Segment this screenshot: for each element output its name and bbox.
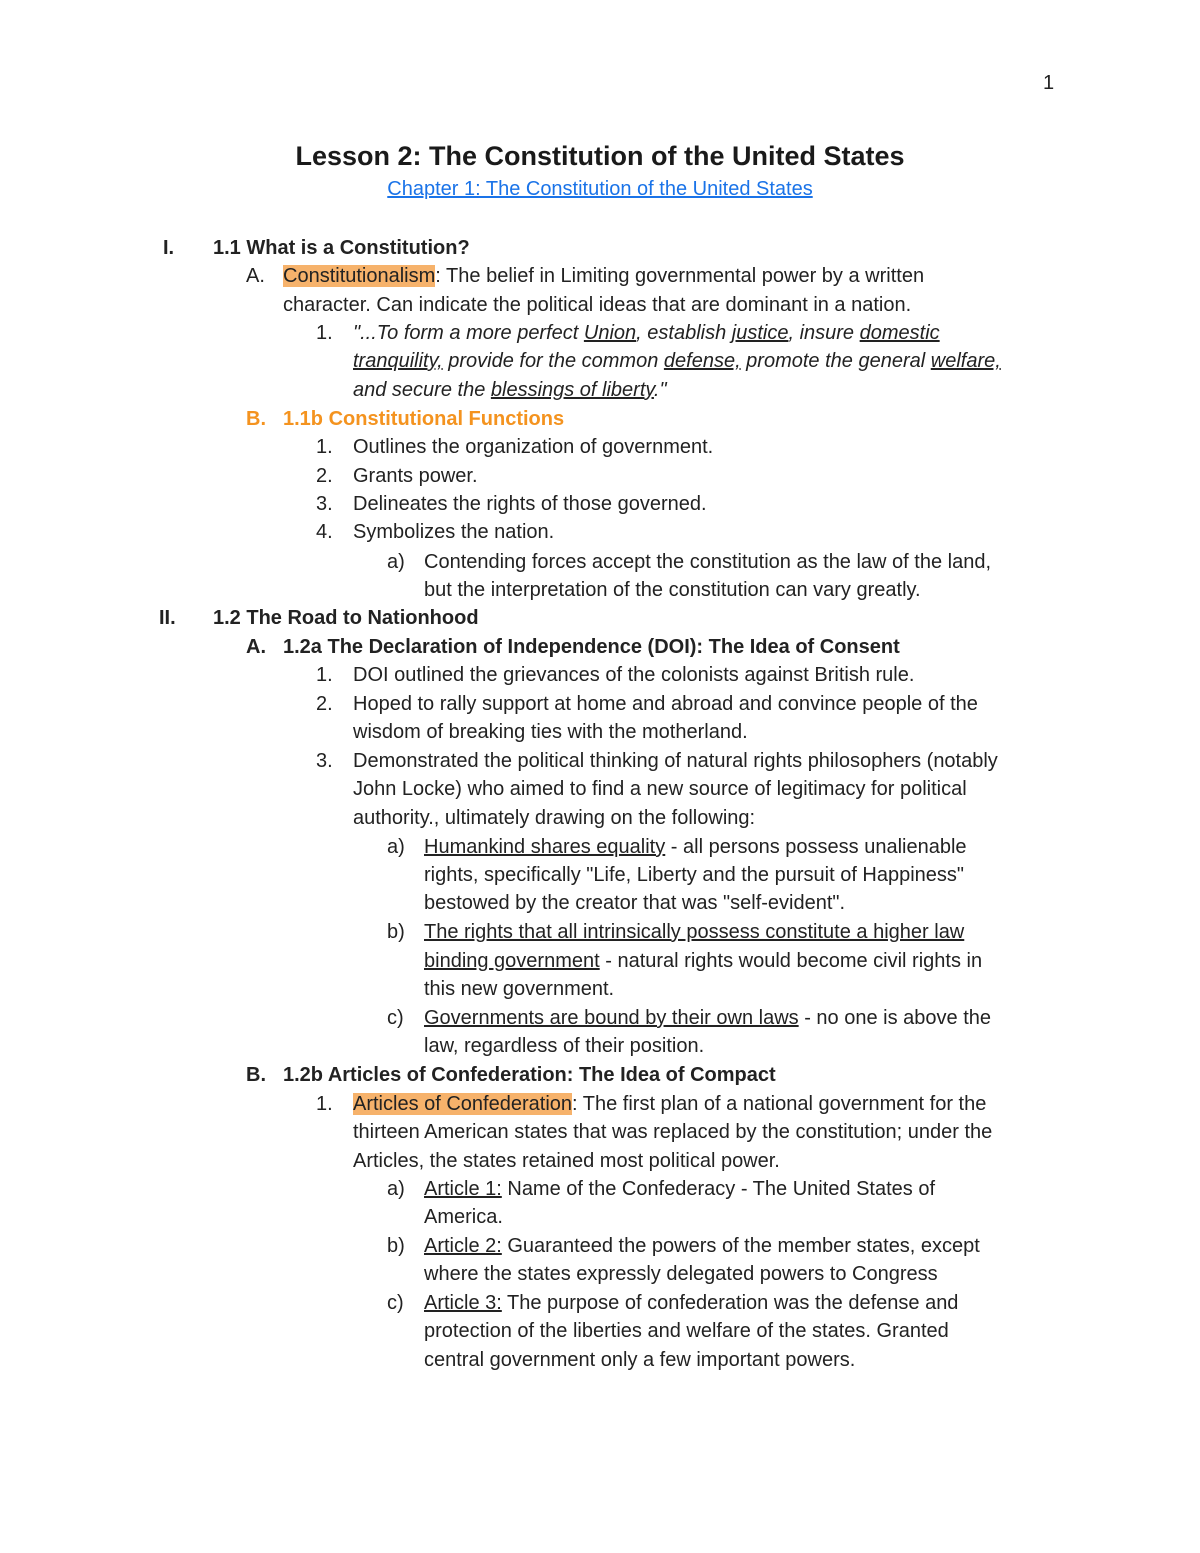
list-marker: c) [387, 1292, 404, 1314]
subsection-heading: 1.2a The Declaration of Independence (DOI): The Idea of Consent [283, 636, 900, 658]
subsection-heading: 1.1b Constitutional Functions [283, 408, 565, 430]
list-marker: 2. [316, 465, 333, 487]
list-marker: 3. [316, 750, 333, 772]
quote-line: "...To form a more perfect Union, establish justice, insure domestic [353, 322, 940, 344]
highlighted-term: Constitutionalism [283, 265, 436, 287]
list-marker: B. [246, 1064, 266, 1086]
section-heading: 1.1 What is a Constitution? [213, 237, 470, 259]
quote-line: and secure the blessings of liberty." [353, 379, 667, 401]
list-item-continued: central government only a few important powers. [424, 1349, 856, 1371]
list-item-continued: America. [424, 1206, 503, 1228]
list-marker: 4. [316, 521, 333, 543]
subsection-heading: 1.2b Articles of Confederation: The Idea of Compact [283, 1064, 776, 1086]
list-item: Article 3: The purpose of confederation was the defense and [424, 1292, 959, 1314]
list-marker: b) [387, 1235, 405, 1257]
list-item-continued: this new government. [424, 978, 615, 1000]
list-item-continued: bestowed by the creator that was "self-evident". [424, 892, 846, 914]
list-item: Article 2: Guaranteed the powers of the member states, except [424, 1235, 980, 1257]
page-number: 1 [1043, 72, 1055, 94]
chapter-link[interactable]: Chapter 1: The Constitution of the United States [387, 178, 813, 200]
list-item: Article 1: Name of the Confederacy - The United States of [424, 1178, 936, 1200]
list-item-continued: wisdom of breaking ties with the motherland. [353, 721, 748, 743]
list-marker: a) [387, 551, 405, 573]
list-marker: 1. [316, 436, 333, 458]
quote-line: tranquility, provide for the common defense, promote the general welfare, [353, 350, 1001, 372]
list-marker: 1. [316, 1093, 333, 1115]
list-marker: c) [387, 1007, 404, 1029]
definition-line: thirteen American states that was replaced by the constitution; under the [353, 1121, 993, 1143]
list-item: Demonstrated the political thinking of natural rights philosophers (notably [353, 750, 998, 772]
list-item-continued: but the interpretation of the constitution can vary greatly. [424, 579, 921, 601]
list-item-continued: where the states expressly delegated powers to Congress [424, 1263, 938, 1285]
list-item-continued: authority., ultimately drawing on the following: [353, 807, 756, 829]
list-item: Hoped to rally support at home and abroad and convince people of the [353, 693, 978, 715]
section-heading: 1.2 The Road to Nationhood [213, 607, 479, 629]
list-marker: 1. [316, 322, 333, 344]
list-item-continued: rights, specifically "Life, Liberty and the pursuit of Happiness" [424, 864, 965, 886]
list-marker: 3. [316, 493, 333, 515]
list-marker: b) [387, 921, 405, 943]
definition-line: Articles, the states retained most political power. [353, 1150, 780, 1172]
list-marker: 2. [316, 693, 333, 715]
page-title: Lesson 2: The Constitution of the United States [295, 141, 905, 171]
list-item-continued: protection of the liberties and welfare of the states. Granted [424, 1320, 949, 1342]
list-marker: A. [246, 636, 266, 658]
list-item: Delineates the rights of those governed. [353, 493, 707, 515]
section-numeral: I. [163, 237, 175, 259]
list-item: Contending forces accept the constitution as the law of the land, [424, 551, 992, 573]
definition-line: Articles of Confederation: The first plan of a national government for the [353, 1093, 987, 1115]
list-marker: A. [246, 265, 265, 287]
list-item: Governments are bound by their own laws - no one is above the [424, 1007, 991, 1029]
list-item-continued: binding government - natural rights would become civil rights in [424, 950, 983, 972]
list-item: Grants power. [353, 465, 478, 487]
highlighted-term: Articles of Confederation [353, 1093, 573, 1115]
list-item: Symbolizes the nation. [353, 521, 555, 543]
list-item-continued: law, regardless of their position. [424, 1035, 705, 1057]
list-item: Humankind shares equality - all persons possess unalienable [424, 836, 967, 858]
list-marker: a) [387, 836, 405, 858]
definition-line: Constitutionalism: The belief in Limiting governmental power by a written [283, 265, 925, 287]
list-item-continued: John Locke) who aimed to find a new source of legitimacy for political [353, 778, 967, 800]
list-item: Outlines the organization of government. [353, 436, 714, 458]
section-numeral: II. [159, 607, 176, 629]
definition-line: character. Can indicate the political ideas that are dominant in a nation. [283, 294, 912, 316]
list-marker: a) [387, 1178, 405, 1200]
list-item: DOI outlined the grievances of the colonists against British rule. [353, 664, 915, 686]
list-item: The rights that all intrinsically possess constitute a higher law [424, 921, 965, 943]
list-marker: 1. [316, 664, 333, 686]
list-marker: B. [246, 408, 266, 430]
